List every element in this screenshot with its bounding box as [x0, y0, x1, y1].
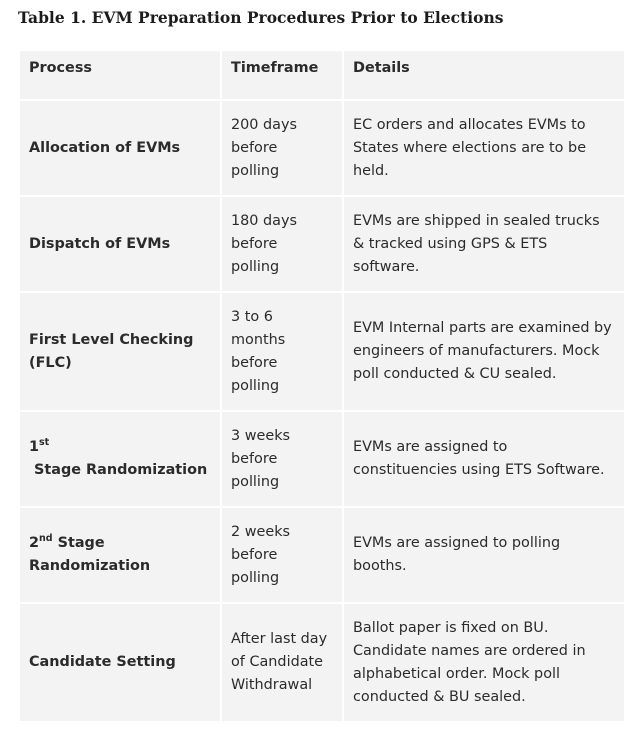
cell-details: EVMs are assigned to polling booths. — [344, 508, 624, 602]
table-row — [20, 412, 624, 506]
cell-timeframe: After last day of Candidate Withdrawal — [222, 604, 342, 721]
table-row — [20, 293, 624, 410]
cell-process: Dispatch of EVMs — [20, 197, 220, 291]
table-caption: Table 1. EVM Preparation Procedures Prior to Elections — [18, 8, 504, 27]
cell-details: EVMs are shipped in sealed trucks & tracked using GPS & ETS software. — [344, 197, 624, 291]
table-header-row — [20, 51, 624, 99]
table-row — [20, 101, 624, 195]
table-row — [20, 508, 624, 602]
cell-timeframe: 200 days before polling — [222, 101, 342, 195]
header-process: Process — [20, 51, 220, 99]
cell-timeframe: 180 days before polling — [222, 197, 342, 291]
cell-timeframe: 2 weeks before polling — [222, 508, 342, 602]
table-row — [20, 197, 624, 291]
cell-details: Ballot paper is fixed on BU. Candidate names are ordered in alphabetical order. Mock poll conducted & BU sealed. — [344, 604, 624, 721]
cell-timeframe: 3 to 6 months before polling — [222, 293, 342, 410]
cell-details: EVM Internal parts are examined by engineers of manufacturers. Mock poll conducted & CU sealed. — [344, 293, 624, 410]
cell-timeframe: 3 weeks before polling — [222, 412, 342, 506]
cell-process: Candidate Setting — [20, 604, 220, 721]
cell-details: EC orders and allocates EVMs to States where elections are to be held. — [344, 101, 624, 195]
header-details: Details — [344, 51, 624, 99]
cell-process: 2nd Stage Randomization — [20, 508, 220, 602]
header-timeframe: Timeframe — [222, 51, 342, 99]
table-row — [20, 604, 624, 721]
cell-process: First Level Checking (FLC) — [20, 293, 220, 410]
cell-process: 1st Stage Randomization — [20, 412, 220, 506]
cell-process: Allocation of EVMs — [20, 101, 220, 195]
cell-details: EVMs are assigned to constituencies using ETS Software. — [344, 412, 624, 506]
evm-procedures-table — [18, 49, 626, 723]
